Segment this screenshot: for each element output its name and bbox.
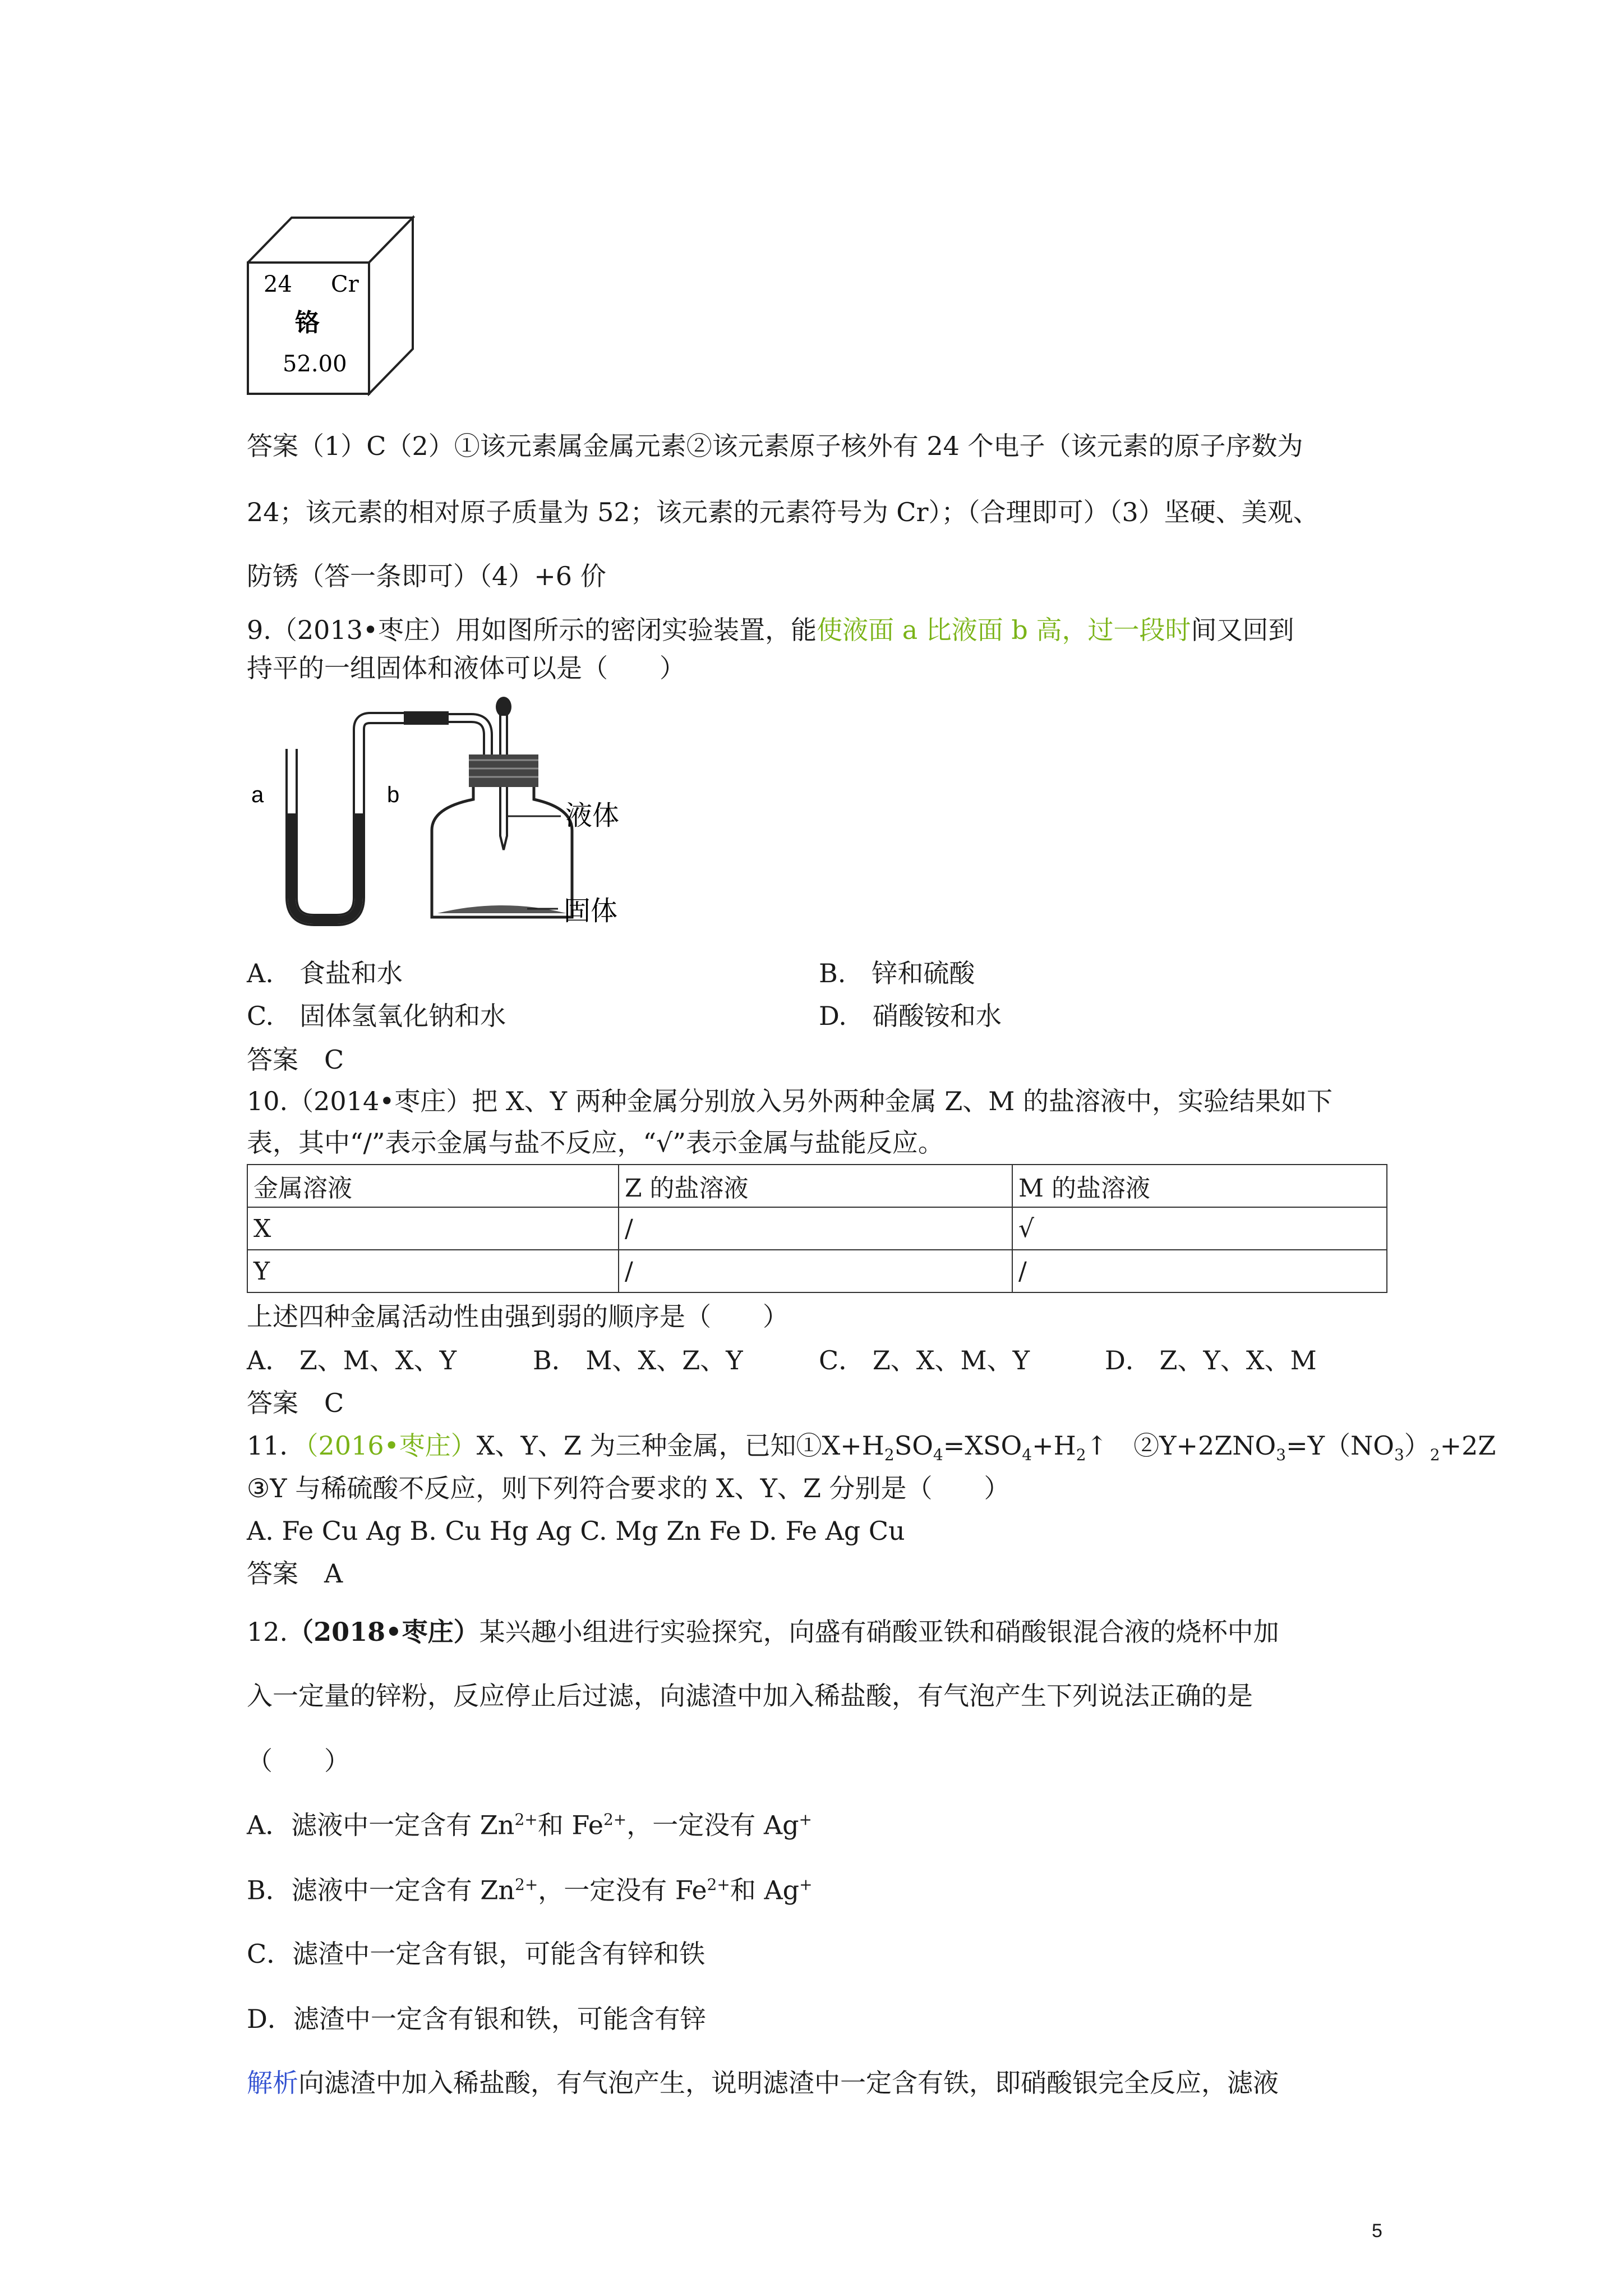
element-name: 铬	[295, 309, 320, 337]
q10-option-d: D． Z、Y、X、M	[1105, 1345, 1317, 1375]
table-header: Z 的盐溶液	[619, 1165, 1012, 1207]
q10-option-c: C． Z、X、M、Y	[819, 1345, 1030, 1375]
label-liquid: 液体	[565, 801, 620, 831]
q10-option-b: B． M、X、Z、Y	[533, 1345, 743, 1375]
table-cell: /	[1012, 1250, 1387, 1292]
q12-option-a: A．滤液中一定含有 $Zn^{2+}$和 $Fe^{2+}$，一定没有 Ag+	[247, 1810, 813, 1841]
q12-analysis: 解析向滤渣中加入稀盐酸，有气泡产生，说明滤渣中一定含有铁，即硝酸银完全反应，滤液	[247, 2068, 1279, 2098]
label-solid: 固体	[564, 896, 618, 926]
table-cell: X	[247, 1207, 619, 1250]
q12-stem-line2: 入一定量的锌粉，反应停止后过滤，向滤渣中加入稀盐酸，有气泡产生下列说法正确的是	[247, 1681, 1253, 1711]
q12-stem-line3: （ ）	[247, 1746, 350, 1776]
q11-stem-line2: ③Y 与稀硫酸不反应，则下列符合要求的 X、Y、Z 分别是（ ）	[247, 1473, 1010, 1503]
q10-stem-line1: 10.（2014•枣庄）把 X、Y 两种金属分别放入另外两种金属 Z、M 的盐溶液中，实验结果如下	[247, 1086, 1333, 1116]
element-mass: 52.00	[283, 351, 347, 377]
chromium-element-cube	[247, 215, 415, 396]
label-b: b	[387, 783, 400, 807]
reaction-table	[247, 1164, 1387, 1293]
table-cell: Y	[247, 1250, 619, 1292]
sealed-apparatus-figure	[247, 696, 639, 948]
q10-option-a: A． Z、M、X、Y	[247, 1345, 457, 1375]
label-a: a	[251, 783, 264, 807]
table-header-row	[247, 1165, 1387, 1207]
table-cell: /	[619, 1250, 1012, 1292]
q8-answer-line1: 答案（1）C（2）①该元素属金属元素②该元素原子核外有 24 个电子（该元素的原子序数为	[247, 431, 1303, 461]
table-row	[247, 1207, 1387, 1250]
q9-option-d: D. 硝酸铵和水	[819, 1001, 1002, 1031]
q9-stem-line1: 9.（2013•枣庄）用如图所示的密闭实验装置，能使液面 a 比液面 b 高，过一段时间又回到	[247, 615, 1294, 645]
q12-option-c: C．滤渣中一定含有银，可能含有锌和铁	[247, 1939, 706, 1969]
q9-option-a: A. 食盐和水	[247, 958, 403, 988]
q9-option-b: B. 锌和硫酸	[819, 958, 975, 988]
table-cell: √	[1012, 1207, 1387, 1250]
q9-option-c: C. 固体氢氧化钠和水	[247, 1001, 506, 1031]
q11-answer: 答案 A	[247, 1558, 343, 1589]
element-number: 24	[264, 272, 292, 297]
table-cell: /	[619, 1207, 1012, 1250]
table-row	[247, 1250, 1387, 1292]
page-number: 5	[1372, 2220, 1382, 2242]
q8-answer-line2: 24；该元素的相对原子质量为 52；该元素的元素符号为 Cr）；（合理即可）（3）坚硬、美观、	[247, 497, 1319, 527]
q10-question: 上述四种金属活动性由强到弱的顺序是（ ）	[247, 1301, 789, 1332]
q12-stem-line1: 12.（2018•枣庄）某兴趣小组进行实验探究，向盛有硝酸亚铁和硝酸银混合液的烧杯中加	[247, 1617, 1279, 1647]
q11-options: A. Fe Cu Ag B. Cu Hg Ag C. Mg Zn Fe D. Fe Ag Cu	[247, 1516, 905, 1546]
table-header: M 的盐溶液	[1012, 1165, 1387, 1207]
q10-stem-line2: 表，其中“/”表示金属与盐不反应，“√”表示金属与盐能反应。	[247, 1128, 944, 1158]
q10-answer: 答案 C	[247, 1388, 344, 1418]
q11-stem-line1: 11．（2016•枣庄）X、Y、Z 为三种金属，已知$①X+H_2SO_4=XSO_4+H_2↑$ $②Y+2ZNO_3=Y(NO_3)_2+2Z$	[247, 1430, 1496, 1465]
element-symbol: Cr	[331, 272, 359, 297]
q12-option-d: D．滤渣中一定含有银和铁，可能含有锌	[247, 2004, 706, 2034]
q9-answer: 答案 C	[247, 1045, 344, 1075]
q8-answer-line3: 防锈（答一条即可）（4）+6 价	[247, 561, 606, 591]
q12-option-b: B．滤液中一定含有 $Zn^{2+}$，一定没有 $Fe^{2+}$和 Ag+	[247, 1875, 813, 1906]
table-header: 金属溶液	[247, 1165, 619, 1207]
q9-stem-line2: 持平的一组固体和液体可以是（ ）	[247, 653, 685, 683]
